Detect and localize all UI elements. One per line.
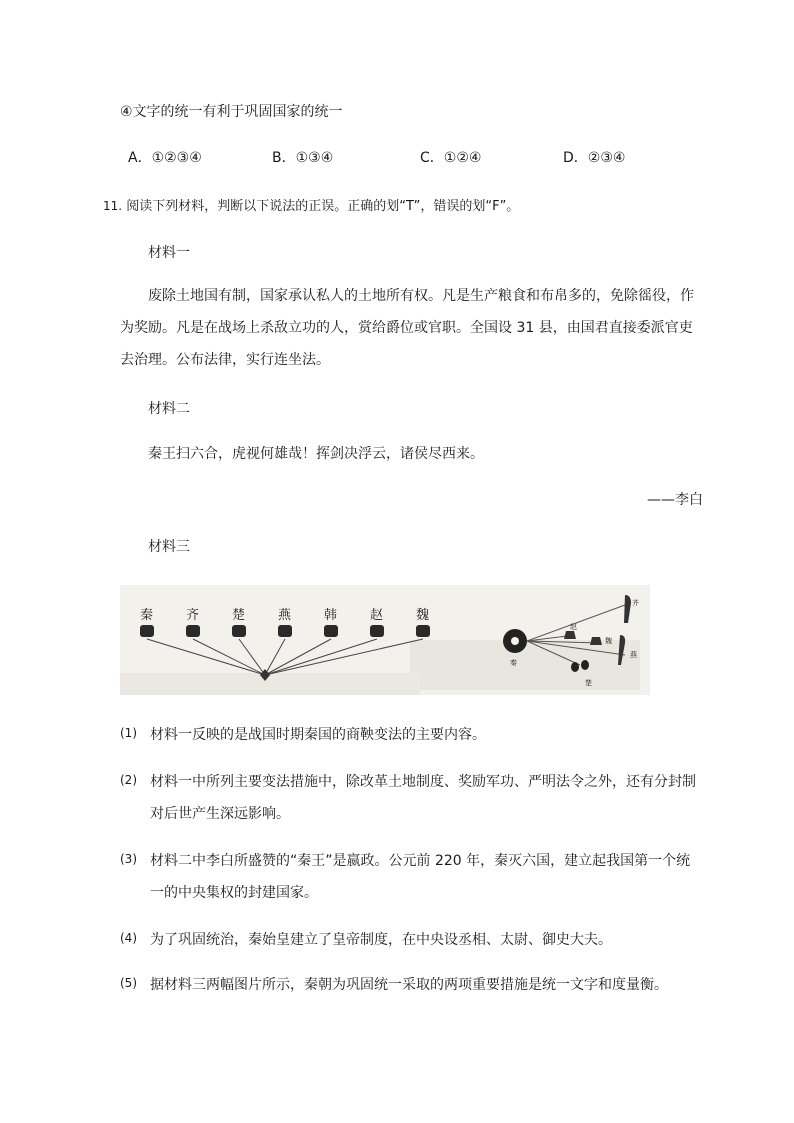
ancient-glyph xyxy=(416,625,430,637)
material-3-illustration xyxy=(120,585,650,695)
option-value: ②③④ xyxy=(587,150,626,166)
ancient-glyph xyxy=(278,625,292,637)
state-name: 赵 xyxy=(370,608,384,623)
ancient-glyph xyxy=(324,625,338,637)
option-value: ①③④ xyxy=(295,150,334,166)
converging-lines xyxy=(147,639,423,675)
material-1-line-1: 废除土地国有制，国家承认私人的土地所有权。凡是生产粮食和布帛多的，免除徭役，作 xyxy=(148,288,694,304)
option-value: ①②③④ xyxy=(151,150,202,166)
statement-3-line-2: 一的中央集权的封建国家。 xyxy=(150,885,318,901)
statement-5-number: (5) xyxy=(120,976,137,990)
material-2-poem: 秦王扫六合，虎视何雄哉！挥剑决浮云，诸侯尽西来。 xyxy=(148,446,484,462)
state-name: 楚 xyxy=(232,608,246,623)
material-1-line-3: 去治理。公布法律，实行连坐法。 xyxy=(120,352,330,368)
right-label-qin: 秦 xyxy=(510,659,517,667)
right-label-wei: 魏 xyxy=(605,637,612,645)
option-label: A． xyxy=(128,150,152,166)
statement-2-line-1: 材料一中所列主要变法措施中，除改革土地制度、奖励军功、严明法令之外，还有分封制 xyxy=(150,774,696,790)
right-label-qi: 齐 xyxy=(632,599,639,607)
question-number: 11. xyxy=(103,199,123,213)
statement-3-line-1: 材料二中李白所盛赞的“秦王”是嬴政。公元前 220 年，秦灭六国，建立起我国第一个统 xyxy=(150,853,691,869)
ancient-glyph xyxy=(140,625,154,637)
statement-1-number: (1) xyxy=(120,726,137,740)
question-prompt: 阅读下列材料，判断以下说法的正误。正确的划“T”，错误的划“F”。 xyxy=(126,199,520,214)
q11-prompt xyxy=(103,195,519,214)
material-1-line-2: 为奖励。凡是在战场上杀敌立功的人，赏给爵位或官职。全国设 31 县，由国君直接委派官吏 xyxy=(120,320,693,336)
ancient-glyph xyxy=(186,625,200,637)
material-3-title: 材料三 xyxy=(148,539,190,555)
option-label: D． xyxy=(563,150,588,166)
statement-4-text: 为了巩固统治，秦始皇建立了皇帝制度，在中央设丞相、太尉、御史大夫。 xyxy=(150,932,612,948)
statement-4-number: (4) xyxy=(120,931,137,945)
q10-option-a[interactable] xyxy=(128,147,202,167)
q10-option-d[interactable] xyxy=(563,147,625,167)
material-3-figure xyxy=(120,585,650,695)
state-name: 秦 xyxy=(140,608,154,623)
converging-line xyxy=(265,639,423,675)
statement-2-number: (2) xyxy=(120,773,137,787)
statement-1-text: 材料一反映的是战国时期秦国的商鞅变法的主要内容。 xyxy=(150,727,486,743)
state-name: 魏 xyxy=(416,608,430,623)
right-label-chu: 楚 xyxy=(585,679,592,687)
right-label-zhao: 赵 xyxy=(570,623,577,631)
material-2-title: 材料二 xyxy=(148,401,190,417)
statement-3-number: (3) xyxy=(120,852,137,866)
option-label: C． xyxy=(420,150,444,166)
q10-option-b[interactable] xyxy=(272,147,333,167)
ancient-glyph xyxy=(370,625,384,637)
statement-5-text: 据材料三两幅图片所示，秦朝为巩固统一采取的两项重要措施是统一文字和度量衡。 xyxy=(150,977,668,993)
state-name: 韩 xyxy=(324,608,338,623)
state-name: 齐 xyxy=(186,608,200,623)
state-name-row xyxy=(140,607,429,623)
q10-option-c[interactable] xyxy=(420,147,481,167)
state-name: 燕 xyxy=(278,608,292,623)
ancient-glyph-row xyxy=(140,625,430,637)
option-value: ①②④ xyxy=(443,150,482,166)
ancient-glyph xyxy=(232,625,246,637)
right-label-yan: 燕 xyxy=(630,651,637,659)
statement-2-line-2: 对后世产生深远影响。 xyxy=(150,806,290,822)
material-2-author: ——李白 xyxy=(647,492,703,508)
option-label: B． xyxy=(272,150,296,166)
converging-line xyxy=(193,639,265,675)
converging-line xyxy=(147,639,265,675)
q10-item-4: ④文字的统一有利于巩固国家的统一 xyxy=(120,104,343,120)
converging-line xyxy=(239,639,265,675)
material-1-title: 材料一 xyxy=(148,245,190,261)
